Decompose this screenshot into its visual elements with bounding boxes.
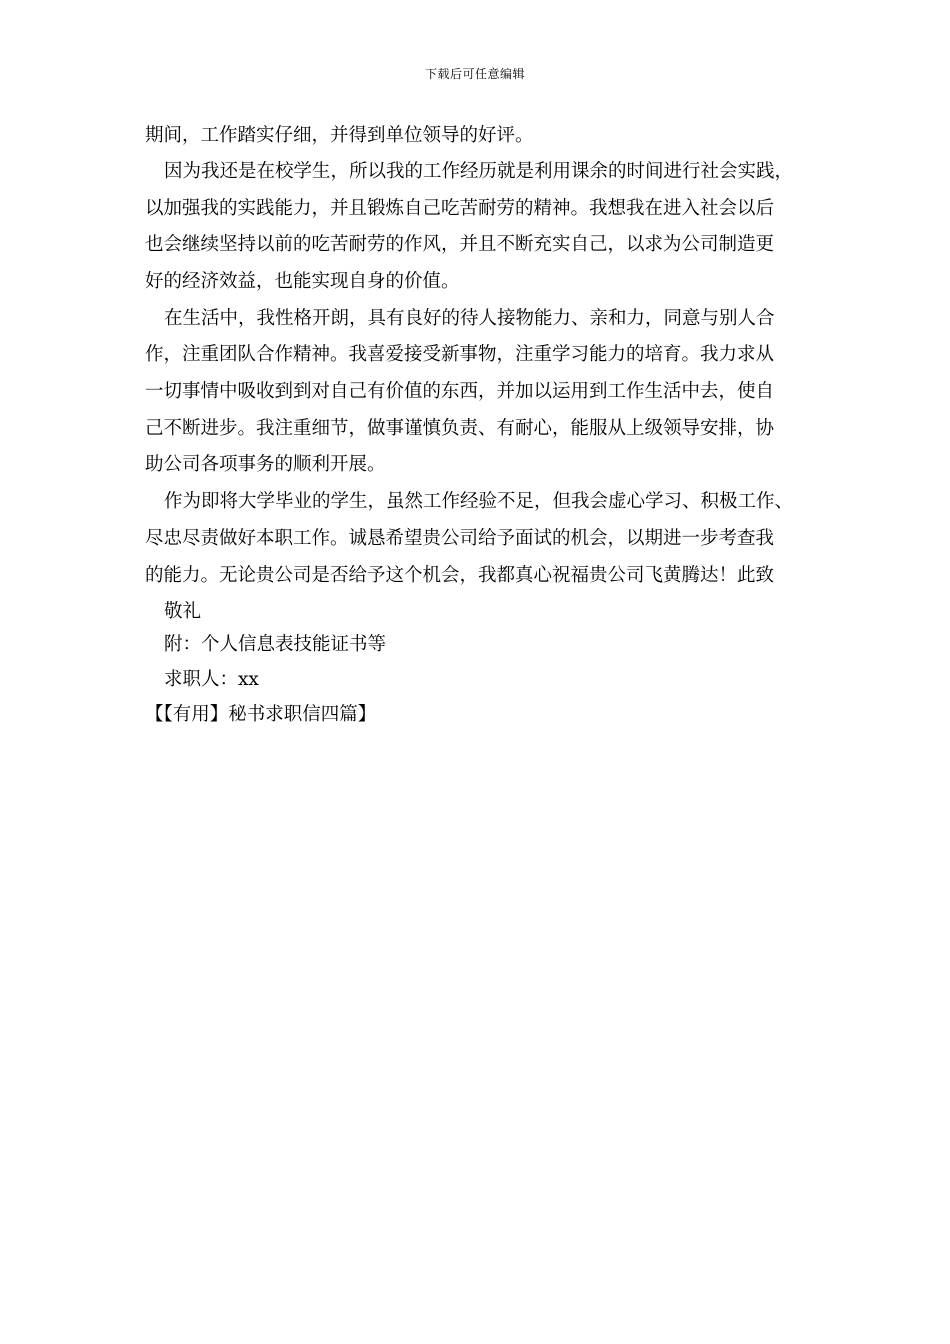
body-line: 助公司各项事务的顺利开展。 <box>145 454 386 475</box>
body-line: 因为我还是在校学生，所以我的工作经历就是利用课余的时间进行社会实践， <box>164 161 794 182</box>
body-line: 作为即将大学毕业的学生，虽然工作经验不足，但我会虚心学习、积极工作、 <box>164 491 794 512</box>
body-line: 的能力。无论贵公司是否给予这个机会，我都真心祝福贵公司飞黄腾达！此致 <box>145 565 775 586</box>
signature-line: 求职人：xx <box>164 669 259 690</box>
body-line: 在生活中，我性格开朗，具有良好的待人接物能力、亲和力，同意与别人合 <box>164 308 775 329</box>
body-line: 期间，工作踏实仔细，并得到单位领导的好评。 <box>145 125 534 146</box>
body-line: 尽忠尽责做好本职工作。诚恳希望贵公司给予面试的机会，以期进一步考查我 <box>145 528 775 549</box>
attachment-note: 附：个人信息表技能证书等 <box>164 634 387 655</box>
body-line: 作，注重团队合作精神。我喜爱接受新事物，注重学习能力的培育。我力求从 <box>145 344 775 365</box>
closing-salutation: 敬礼 <box>164 601 202 622</box>
body-line: 一切事情中吸收到到对自己有价值的东西，并加以运用到工作生活中去，使自 <box>145 381 775 402</box>
section-heading: 【【有用】秘书求职信四篇】 <box>145 704 377 725</box>
body-line: 好的经济效益，也能实现自身的价值。 <box>145 271 460 292</box>
header-note: 下载后可任意编辑 <box>424 67 525 81</box>
body-line: 己不断进步。我注重细节，做事谨慎负责、有耐心，能服从上级领导安排，协 <box>145 418 775 439</box>
body-line: 以加强我的实践能力，并且锻炼自己吃苦耐劳的精神。我想我在进入社会以后 <box>145 198 775 219</box>
body-line: 也会继续坚持以前的吃苦耐劳的作风，并且不断充实自己，以求为公司制造更 <box>145 234 775 255</box>
